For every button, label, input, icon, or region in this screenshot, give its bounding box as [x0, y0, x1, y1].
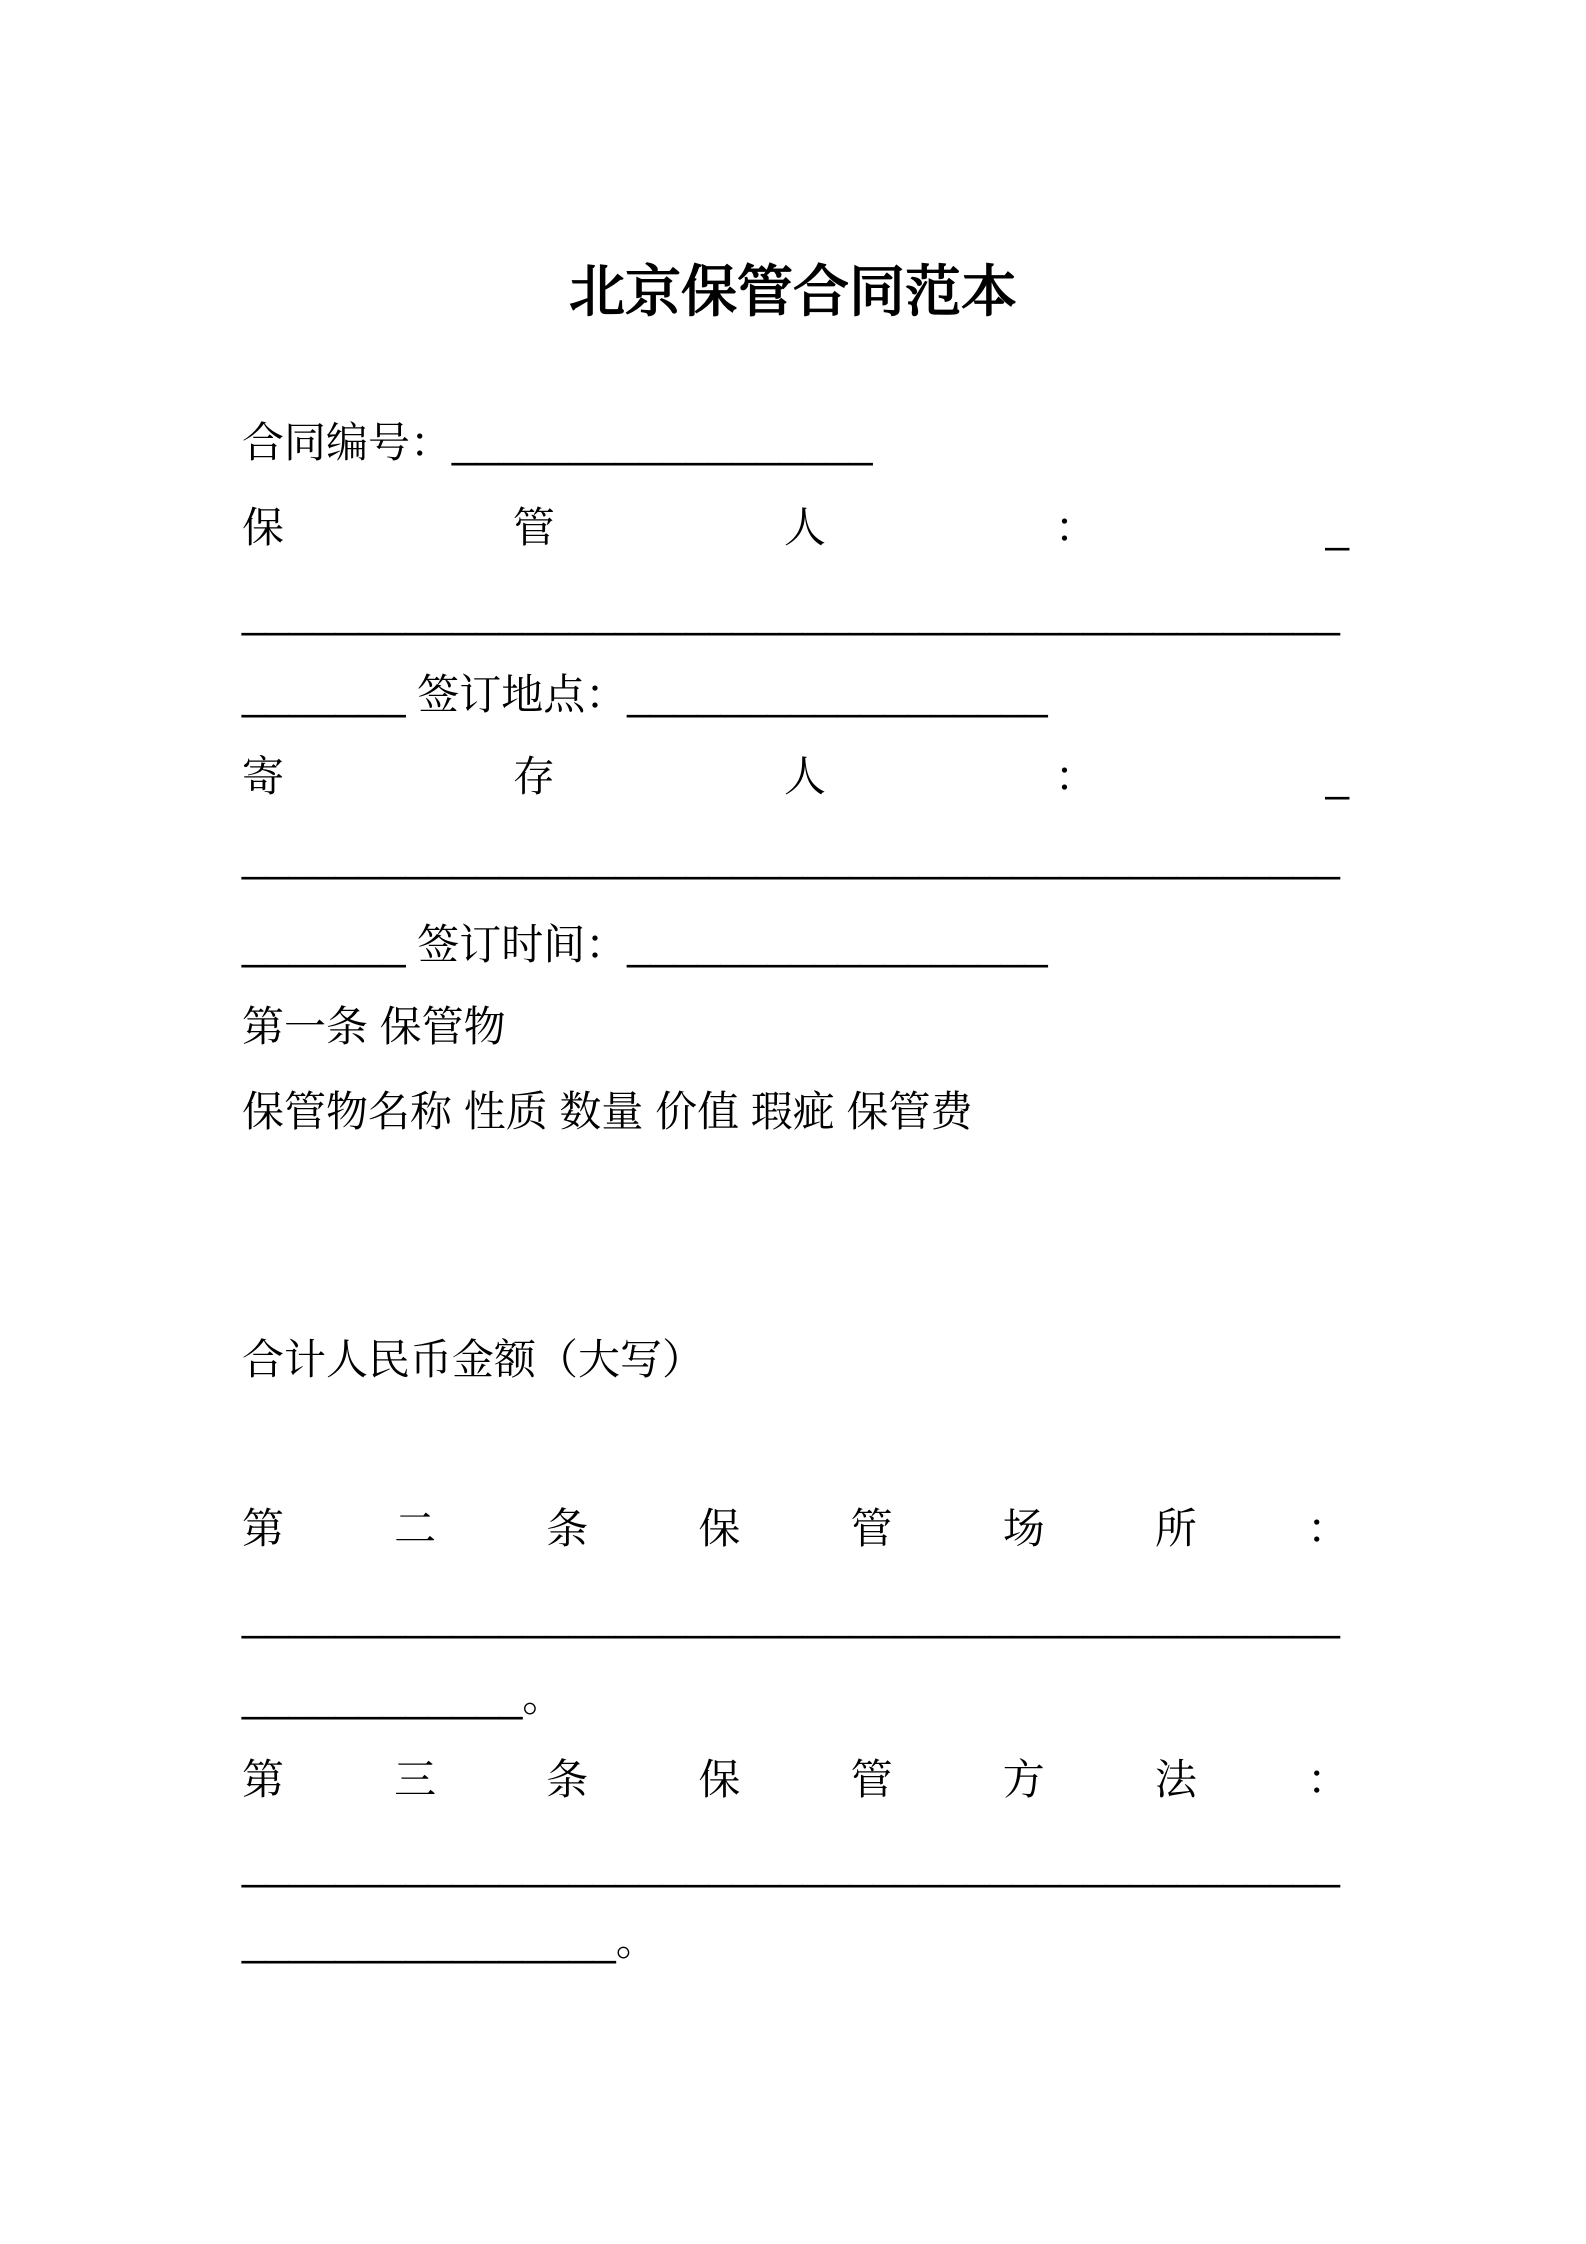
- depositor-row: [242, 752, 1349, 802]
- article2-heading: [242, 1504, 1349, 1554]
- contract-number-row: [242, 418, 1349, 468]
- depositor-blank-start: _: [1325, 753, 1349, 800]
- article3-char: ：: [1306, 1756, 1349, 1803]
- article3-char: 第: [242, 1756, 285, 1803]
- article3-char: 方: [1002, 1756, 1045, 1803]
- signing-place-label: 签订地点：: [417, 671, 628, 718]
- article2-char: 保: [698, 1505, 741, 1552]
- depositor-char: 寄: [242, 753, 285, 800]
- depositor-char: 人: [783, 753, 826, 800]
- article1-heading: 第一条 保管物: [242, 1003, 506, 1050]
- column-header: 保管物名称: [242, 1088, 453, 1135]
- contract-number-blank: __________________: [452, 419, 873, 466]
- contract-number-label: 合同编号：: [242, 419, 453, 466]
- article2-char: 第: [242, 1505, 285, 1552]
- custodian-blank-line: _______________________________________________: [242, 589, 1340, 636]
- signing-time-label: 签订时间：: [417, 921, 628, 968]
- article2-char: 条: [546, 1505, 589, 1552]
- custodian-blank-end: _______: [242, 671, 406, 718]
- article2-blank-line: _______________________________________________: [242, 1592, 1340, 1639]
- article3-heading: [242, 1755, 1349, 1805]
- custodian-char: 管: [512, 504, 555, 551]
- column-header: 价值: [655, 1088, 740, 1135]
- custodian-char: ：: [1054, 504, 1097, 551]
- custodian-row: [242, 503, 1349, 553]
- article3-blank-line: _______________________________________________: [242, 1841, 1340, 1888]
- article3-char: 条: [546, 1756, 589, 1803]
- column-header: 瑕疵: [750, 1088, 835, 1135]
- signing-place-row: [242, 670, 1349, 720]
- article2-char: 场: [1002, 1505, 1045, 1552]
- total-amount-label: 合计人民币金额（大写）: [242, 1336, 705, 1383]
- goods-table-header: [242, 1087, 1349, 1137]
- article2-char: 所: [1154, 1505, 1197, 1552]
- depositor-char: 存: [512, 753, 555, 800]
- article3-char: 管: [850, 1756, 893, 1803]
- contract-title: 北京保管合同范本: [569, 260, 1017, 323]
- article2-blank-end: ____________。: [242, 1673, 565, 1720]
- custodian-char: 保: [242, 504, 285, 551]
- article2-char: 二: [394, 1505, 437, 1552]
- article3-char: 保: [698, 1756, 741, 1803]
- custodian-char: 人: [783, 504, 826, 551]
- depositor-blank-end: _______: [242, 921, 406, 968]
- signing-time-row: [242, 920, 1349, 970]
- column-header: 保管费: [846, 1088, 973, 1135]
- article3-char: 法: [1154, 1756, 1197, 1803]
- custodian-blank-start: _: [1325, 504, 1349, 551]
- article2-char: ：: [1306, 1505, 1349, 1552]
- depositor-char: ：: [1054, 753, 1097, 800]
- signing-time-blank: __________________: [627, 921, 1048, 968]
- depositor-blank-line: _______________________________________________: [242, 833, 1340, 880]
- column-header: 数量: [559, 1088, 644, 1135]
- signing-place-blank: __________________: [627, 671, 1048, 718]
- column-header: 性质: [463, 1088, 548, 1135]
- article3-char: 三: [394, 1756, 437, 1803]
- article3-blank-end: ________________。: [242, 1917, 658, 1964]
- article2-char: 管: [850, 1505, 893, 1552]
